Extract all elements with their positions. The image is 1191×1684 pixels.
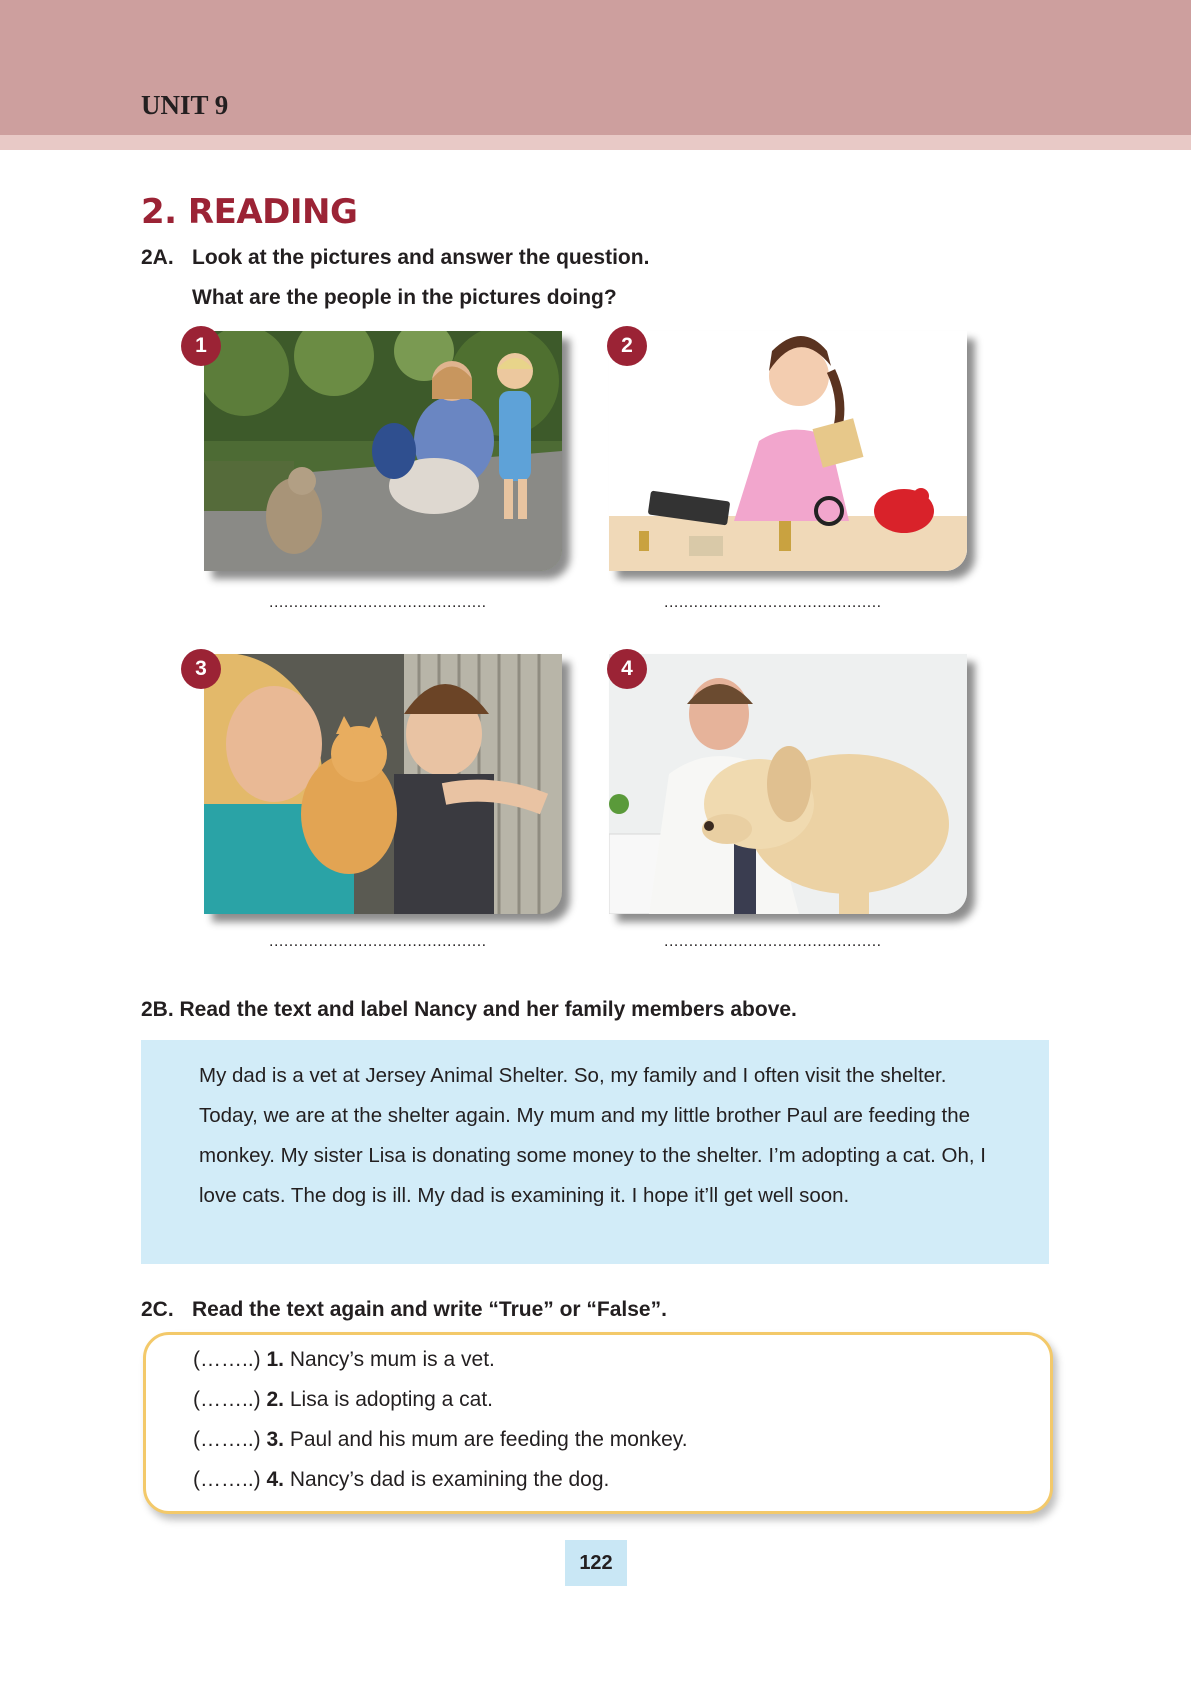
exercise-2a-heading xyxy=(141,246,649,270)
reading-text-box xyxy=(141,1040,1049,1264)
tf-number-2: 2. xyxy=(266,1388,285,1411)
tf-statement-2: Lisa is adopting a cat. xyxy=(289,1388,493,1411)
picture-3-answer-line[interactable]: ............................................ xyxy=(269,933,487,950)
reading-text: My dad is a vet at Jersey Animal Shelter. So, my family and I often visit the shelter. Today, we are at the shelter again. My mum and my little brother Paul are feeding the monkey. My sister Lisa is donating some money to the shelter. I’m adopting a cat. Oh, I love cats. The dog is ill. My dad is examining it. I hope it’ll get well soon. xyxy=(199,1064,986,1207)
picture-4-badge: 4 xyxy=(607,649,647,689)
picture-1-image xyxy=(204,331,562,571)
exercise-2b-heading: 2B. Read the text and label Nancy and her family members above. xyxy=(141,998,797,1021)
tf-number-3: 3. xyxy=(266,1428,285,1451)
tf-statement-4: Nancy’s dad is examining the dog. xyxy=(289,1468,610,1491)
page-number: 122 xyxy=(565,1540,627,1586)
exercise-2c-number: 2C. xyxy=(141,1298,174,1321)
unit-title: UNIT 9 xyxy=(141,90,229,120)
exercise-2a-instruction: Look at the pictures and answer the question. xyxy=(192,246,650,269)
picture-3-image xyxy=(204,654,562,914)
picture-2-badge: 2 xyxy=(607,326,647,366)
picture-1-badge: 1 xyxy=(181,326,221,366)
tf-statement-1: Nancy’s mum is a vet. xyxy=(289,1348,495,1371)
tf-number-4: 4. xyxy=(266,1468,285,1491)
tf-statement-3: Paul and his mum are feeding the monkey. xyxy=(289,1428,688,1451)
picture-2-answer-line[interactable]: ............................................ xyxy=(664,594,882,611)
exercise-2a-number: 2A. xyxy=(141,246,174,269)
tf-blank-3[interactable]: (……..) xyxy=(193,1428,261,1451)
picture-4-image xyxy=(609,654,967,914)
tf-item-1 xyxy=(193,1348,495,1372)
exercise-2c-heading xyxy=(141,1298,667,1322)
tf-blank-4[interactable]: (……..) xyxy=(193,1468,261,1491)
tf-item-2 xyxy=(193,1388,493,1412)
tf-item-3 xyxy=(193,1428,688,1452)
picture-1-answer-line[interactable]: ............................................ xyxy=(269,594,487,611)
section-title: 2. READING xyxy=(141,192,358,232)
header-stripe xyxy=(0,135,1191,150)
picture-2-image xyxy=(609,331,967,571)
picture-3-badge: 3 xyxy=(181,649,221,689)
tf-blank-1[interactable]: (……..) xyxy=(193,1348,261,1371)
exercise-2a-question: What are the people in the pictures doing? xyxy=(192,286,617,309)
true-false-box xyxy=(143,1332,1053,1514)
picture-4-answer-line[interactable]: ............................................ xyxy=(664,933,882,950)
exercise-2c-instruction: Read the text again and write “True” or “False”. xyxy=(192,1298,667,1321)
tf-blank-2[interactable]: (……..) xyxy=(193,1388,261,1411)
tf-number-1: 1. xyxy=(266,1348,285,1371)
tf-item-4 xyxy=(193,1468,609,1492)
